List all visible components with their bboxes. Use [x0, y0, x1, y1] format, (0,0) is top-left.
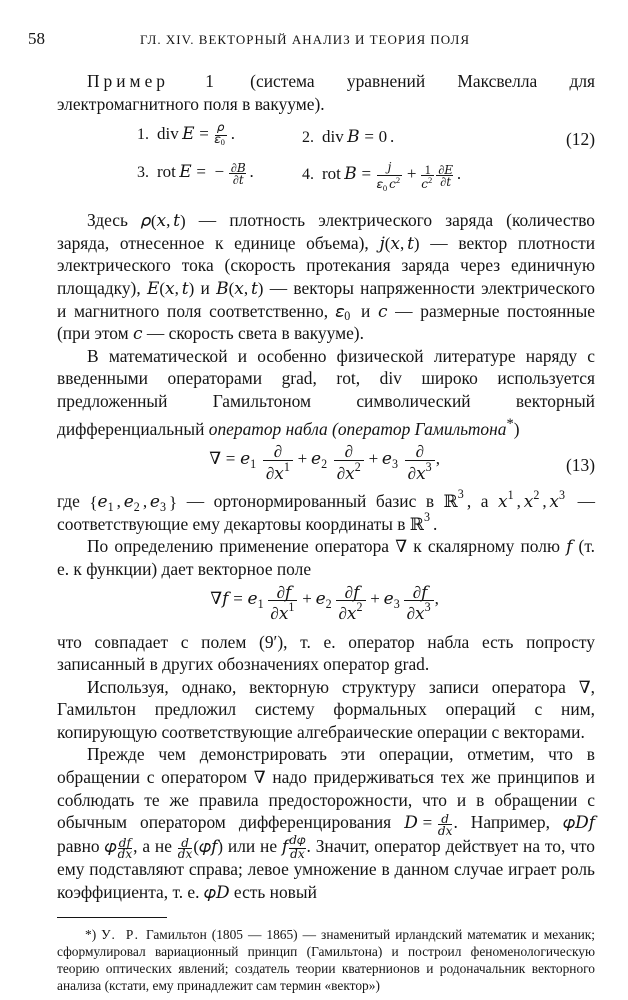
footnote: *) У. Р. Гамильтон (1805 — 1865) — знаменитый ирландский математик и механик; сформулировал вариационный принцип (Гамильтона) и построил феноменологическую теорию оптических явлений; создатель теории кватернионов и родоначальник векторного анализа (кстати, ему принадлежит сам термин «вектор»): [57, 927, 595, 994]
footnote-rule: [57, 917, 167, 918]
equation-number-12: (12): [566, 129, 595, 150]
equation-2: 2. div B = 0 .: [302, 127, 395, 147]
example-heading: Пример 1: [87, 71, 218, 91]
equation-number-13: (13): [566, 454, 595, 475]
equation-3: 3. rot E = − ∂ B ∂ t .: [137, 161, 254, 187]
example-intro: [57, 70, 595, 115]
running-head: ГЛ. XIV. ВЕКТОРНЫЙ АНАЛИЗ И ТЕОРИЯ ПОЛЯ: [140, 32, 471, 47]
paragraph-grad: что совпадает с полем (9′), т. е. оператор набла есть попросту записанный в других обозначениях оператор grad.: [57, 631, 595, 675]
paragraph-basis: где { e 1 , e 2 , e 3 } — ортонормированный базис в ℝ 3 , а x 1 , x 2 , x 3 — соответствующие ему декартовы координаты в ℝ 3 .: [57, 486, 595, 534]
paragraph-definition: По определению применение оператора ∇ к скалярному полю f (т. е. к функции) дает векторное поле: [57, 536, 595, 579]
paragraph-nabla-intro: В математической и особенно физической литературе наряду с введенными операторами grad, rot, div широко используется предложенный Гамильтоном символический векторный дифференциальный оператор набла (оператор Гамильтона*): [57, 345, 595, 439]
maxwell-equations: [57, 121, 595, 201]
page-number: 58: [28, 29, 45, 48]
equation-4: 4. rot B = j 𝜀 0 c 2 + 1 𝑐 2 ∂ E ∂ t .: [302, 160, 462, 193]
equation-13: ∇ = e 1 ∂ ∂ x 1 + e 2 ∂ ∂ x 2 + e 3 ∂ ∂ x 3 , (13): [57, 444, 595, 486]
paragraph-operations: Прежде чем демонстрировать эти операции, отметим, что в обращении с оператором ∇ надо придерживаться тех же принципов и соблюдать те же правила предосторожности, что и в обращении с обычным оператором дифференцирования D = d 𝑑 x . Например, φ D f равно φ d f 𝑑 x , а не d 𝑑 x ( φ f ) или не f d φ 𝑑 x . Значит, оператор действует на то, что ему подставляют справа; левое умножение в данном случае играет роль коэффициента, т. е. φ D есть новый: [57, 744, 595, 902]
paragraph-definitions: Здесь ρ ( x , t ) — плотность электрического заряда (количество заряда, отнесенное к единице объема), j ( x , t ) — вектор плотности электрического тока (скорость протекания заряда через единичную площадку), E ( x , t ) и B ( x , t ) — векторы напряженности электрического и магнитного поля соответственно, ε 0 и c — размерные постоянные (при этом c — скорость света в вакууме).: [57, 210, 595, 344]
example-description: (система уравнений Максвелла для электромагнитного поля в вакууме).: [57, 71, 595, 114]
equation-1: 1. div E = ρ 𝜀 0 .: [137, 120, 235, 148]
paragraph-hamilton: Используя, однако, векторную структуру записи оператора ∇ , Гамильтон предложил систему формальных операций с ним, копирующую соответствующие алгебраические операции с векторами.: [57, 676, 595, 742]
page-body: [57, 70, 595, 994]
equation-nabla-f: ∇ f = e 1 ∂ f ∂ x 1 + e 2 ∂ f ∂ x 2 + e 3 ∂ f ∂ x 3 ,: [210, 582, 439, 624]
